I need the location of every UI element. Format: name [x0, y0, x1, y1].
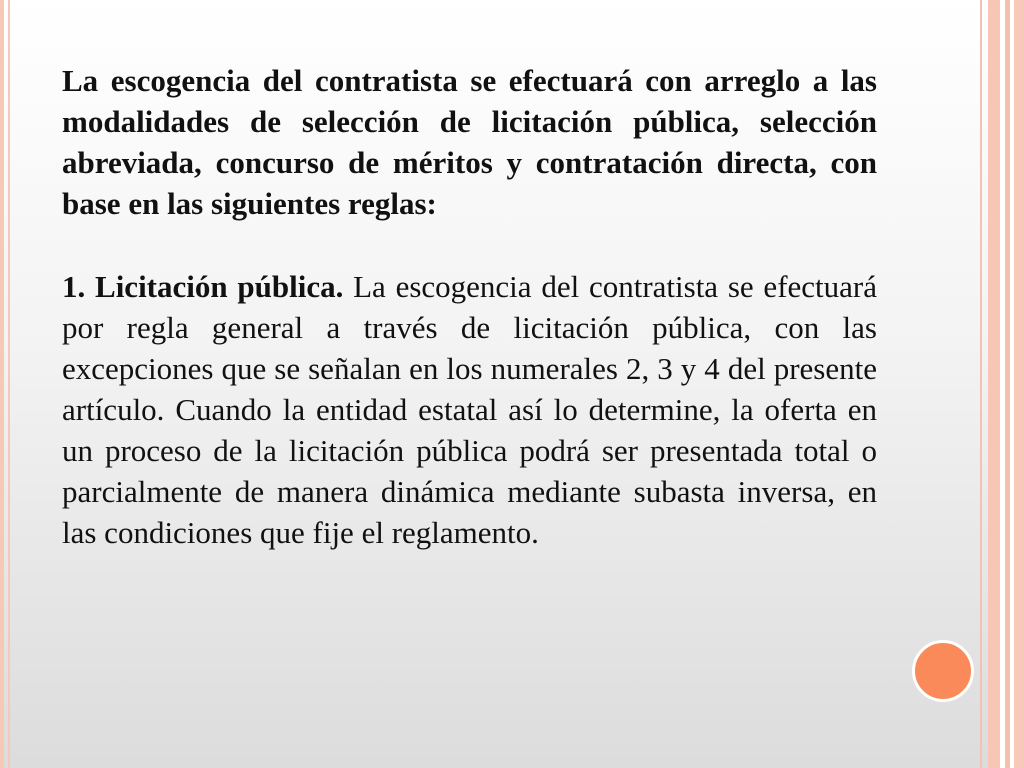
right-decor-stripe	[980, 0, 982, 768]
rule-heading: 1. Licitación pública.	[62, 269, 344, 304]
right-decor-stripe	[1014, 0, 1024, 768]
rule-paragraph	[62, 266, 877, 553]
decorative-circle-icon	[912, 640, 974, 702]
right-decor-stripe	[988, 0, 1000, 768]
rule-body: La escogencia del contratista se efectuará por regla general a través de licitación pública, con las excepciones que se señalan en los numerales 2, 3 y 4 del presente artículo. Cuando la entidad estatal así lo determine, la oferta en un proceso de la licitación pública podrá ser presentada total o parcialmente de manera dinámica mediante subasta inversa, en las condiciones que fije el reglamento.	[62, 269, 877, 550]
left-decor-line	[8, 0, 10, 768]
left-decor-line	[0, 0, 4, 768]
intro-paragraph: La escogencia del contratista se efectuará con arreglo a las modalidades de selección de licitación pública, selección abreviada, concurso de méritos y contratación directa, con base en las siguientes reglas:	[62, 63, 877, 221]
slide-content	[62, 60, 877, 553]
